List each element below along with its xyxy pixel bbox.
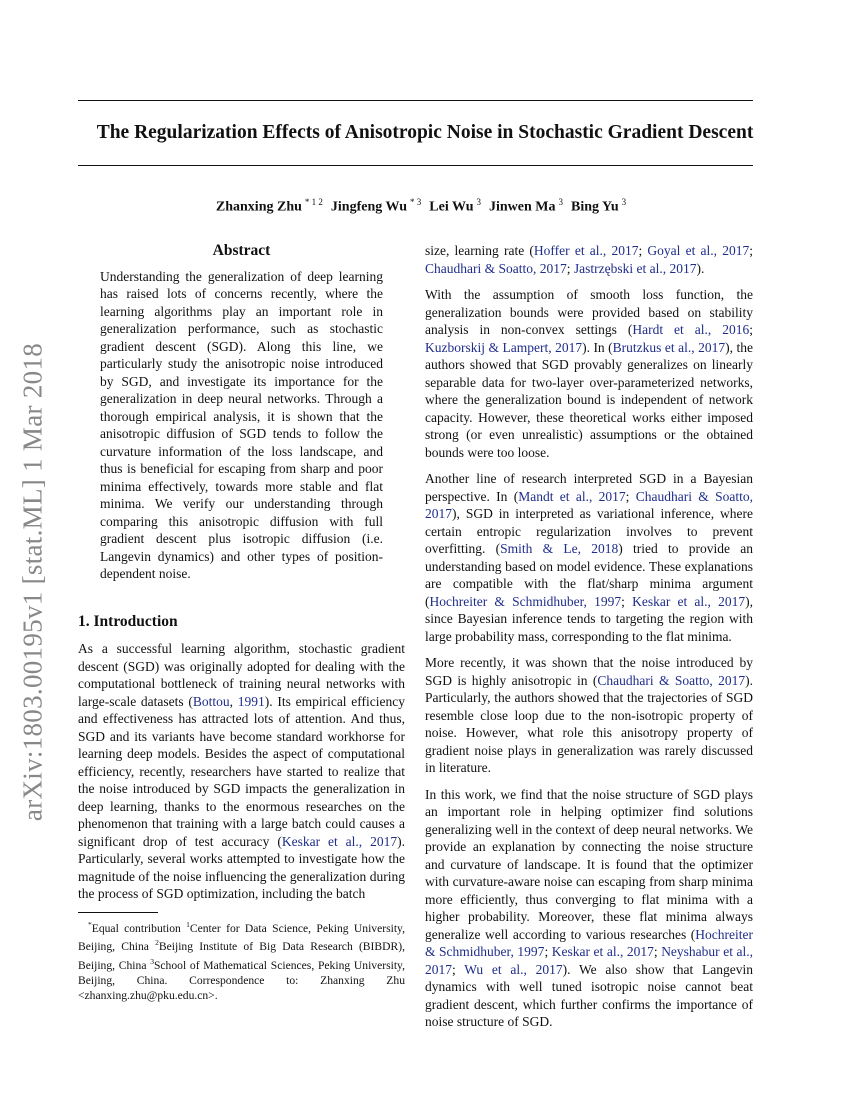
paragraph-text: size, learning rate ( <box>425 243 534 258</box>
citation-link[interactable]: Brutzkus et al., 2017 <box>612 339 726 355</box>
author-name: Jinwen Ma <box>489 199 556 215</box>
author-affiliation-marker: * 1 2 <box>304 197 323 207</box>
citation-link[interactable]: Keskar et al., 2017 <box>632 593 746 609</box>
footnote-marker: 2 <box>155 938 159 948</box>
author-name: Zhanxing Zhu <box>215 199 302 215</box>
paragraph-text: ; <box>749 243 753 258</box>
paragraph-text: More recently, it was shown that the noise introduced by SGD is highly anisotropic in ( <box>425 655 753 688</box>
title-bottom-rule <box>78 165 753 166</box>
introduction-body-continued <box>425 242 753 1031</box>
citation-link[interactable]: Hochreiter & Schmidhuber, 1997 <box>429 593 622 609</box>
paragraph-text: ), SGD in interpreted as variational inference, where certain entropic regularization involves to prevent overfitting. ( <box>425 506 753 556</box>
paragraph <box>425 786 753 1031</box>
citation-link[interactable]: 1991 <box>237 693 265 709</box>
paragraph <box>78 640 405 903</box>
introduction-body <box>78 640 405 903</box>
footnote-marker: 1 <box>186 919 190 929</box>
paragraph <box>425 286 753 461</box>
paper-title: The Regularization Effects of Anisotropic Noise in Stochastic Gradient Descent <box>96 122 754 143</box>
paragraph <box>425 242 753 277</box>
paragraph <box>425 654 753 777</box>
author-affiliation-marker: 3 <box>476 197 481 207</box>
paragraph-text: As a successful learning algorithm, stochastic gradient descent (SGD) was originally adopted for dealing with the computational bottleneck of training neural networks with large-scale datasets ( <box>78 641 405 709</box>
paragraph-text: In this work, we find that the noise structure of SGD plays an important role in helping optimizer find solutions generalizing well in the context of deep neural networks. We provide an explanation by connecting the noise structure and curvature of landscape. It is found that the optimizer with curvature-aware noise can escaping from sharp minima more efficiently, thus converging to flat minima with a higher probability. Moreover, these flat minima always generalize well according to various researches ( <box>425 786 753 942</box>
footnote-text: Center for Data Science, Peking University, Beijing, China <box>78 921 406 954</box>
citation-link[interactable]: Hochreiter & Schmidhuber, 1997 <box>425 926 753 959</box>
arxiv-identifier-stamp: arXiv:1803.00195v1 [stat.ML] 1 Mar 2018 <box>17 342 48 822</box>
paragraph-text: ; <box>749 322 753 337</box>
citation-link[interactable]: Chaudhari & Soatto, 2017 <box>425 488 753 521</box>
footnote <box>78 917 405 1004</box>
paragraph-text: ) tried to provide an understanding based on model evidence. These explanations are compatible with the flat/sharp minima argument ( <box>425 541 754 609</box>
citation-link[interactable]: Hoffer et al., 2017 <box>533 243 639 258</box>
abstract-heading: Abstract <box>212 242 271 259</box>
citation-link[interactable]: Bottou <box>192 693 230 709</box>
paragraph-text: ; <box>452 961 465 977</box>
author-affiliation-marker: 3 <box>621 197 627 207</box>
footnote-text: School of Mathematical Sciences, Peking University, Beijing, China. Correspondence to: Zhanxing Zhu <zhanxing.zhu@pku.edu.cn>. <box>78 959 405 1003</box>
paragraph-text: ), the authors showed that SGD provably generalizes on linearly separable data for two-layer over-parameterized networks, where the generalization bound is independent of network capacity. However, these theoretical works either imposed strong (or even unrealistic) assumptions or the obtained bounds were too loose. <box>425 339 753 460</box>
paragraph <box>425 470 753 645</box>
citation-link[interactable]: Smith & Le, 2018 <box>500 541 619 556</box>
left-column <box>78 242 405 1003</box>
paragraph-text: ; <box>625 488 636 504</box>
footnote-marker: * <box>88 919 92 929</box>
citation-link[interactable]: Keskar et al., 2017 <box>551 944 654 959</box>
author-list <box>0 197 850 216</box>
abstract-text: Understanding the generalization of deep learning has raised lots of concerns recently, where the learning algorithms play an important role in generalization performance, such as stochastic gradient descent (SGD). Along this line, we particularly study the anisotropic noise introduced by SGD, and investigate its importance for the generalization in deep neural networks. Through a thorough empirical analysis, it is shown that the anisotropic diffusion of SGD tends to follow the curvature information of the loss landscape, and thus is beneficial for escaping from sharp and poor minima effectively, towards more stable and flat minima. We verify our understanding through comparing this anisotropic diffusion with full gradient descent plus isotropic diffusion (i.e. Langevin dynamics) and other types of position-dependent noise. <box>100 268 383 581</box>
author-affiliation-marker: 3 <box>558 197 563 207</box>
citation-link[interactable]: Hardt et al., 2016 <box>632 322 750 337</box>
footnote-text: Equal contribution <box>91 921 187 935</box>
citation-link[interactable]: Keskar et al., 2017 <box>281 833 398 849</box>
citation-link[interactable]: Chaudhari & Soatto, 2017 <box>425 260 567 276</box>
author-name: Jingfeng Wu <box>330 199 408 215</box>
author-affiliation-marker: * 3 <box>410 197 422 207</box>
citation-link[interactable]: Chaudhari & Soatto, 2017 <box>597 672 746 688</box>
paragraph-text: , <box>229 693 238 709</box>
paragraph-text: ). Particularly, several works attempted to investigate how the magnitude of the noise influencing the generalization during the process of SGD optimization, including the batch <box>78 833 405 901</box>
paragraph-text: ). In ( <box>582 339 613 355</box>
paragraph-text: ). Particularly, the authors showed that the trajectories of SGD resemble close loop due to the non-isotropic property of noise. However, what role this anisotropy property of gradient noise plays in generalization was rarely discussed in literature. <box>425 672 753 775</box>
footnote-rule <box>78 912 158 913</box>
paragraph-text: ; <box>621 593 633 609</box>
paragraph-text: Another line of research interpreted SGD in a Bayesian perspective. In ( <box>425 471 753 504</box>
introduction-heading: 1. Introduction <box>78 612 178 630</box>
paragraph-text: With the assumption of smooth loss function, the generalization bounds were provided based on stability analysis in non-convex settings ( <box>425 287 753 337</box>
paragraph-text: ; <box>638 243 648 258</box>
author-name: Lei Wu <box>429 199 474 215</box>
right-column <box>425 242 753 1040</box>
paragraph-text: ). We also show that Langevin dynamics with well tuned isotropic noise cannot beat gradient descent, which further confirms the importance of noise structure of SGD. <box>425 961 753 1029</box>
paragraph-text: ; <box>544 944 552 959</box>
paragraph-text: ; <box>566 260 574 276</box>
citation-link[interactable]: Wu et al., 2017 <box>464 961 563 977</box>
author-name: Bing Yu <box>571 199 619 215</box>
title-top-rule <box>78 100 753 101</box>
footnote-text: Beijing Institute of Big Data Research (BIBDR), Beijing, China <box>78 940 406 973</box>
footnote-marker: 3 <box>150 957 154 967</box>
citation-link[interactable]: Neyshabur et al., 2017 <box>425 944 754 977</box>
paragraph-text: ), since Bayesian inference tends to targeting the region with large probability mass, corresponding to the flat minima. <box>425 593 753 644</box>
paragraph-text: ). <box>696 260 705 276</box>
citation-link[interactable]: Kuzborskij & Lampert, 2017 <box>425 339 583 355</box>
paragraph-text: ). Its empirical efficiency and effectiveness has attracted lots of attention. And thus, SGD and its variants have become standard workhorse for learning deep models. Besides the aspect of computational efficiency, recently, researchers have started to realize that the noise introduced by SGD impacts the generalization in deep learning, thanks to the enormous researches on the phenomenon that training with a large batch could causes a significant drop of test accuracy ( <box>78 693 405 849</box>
citation-link[interactable]: Mandt et al., 2017 <box>518 488 626 504</box>
citation-link[interactable]: Jastrzębski et al., 2017 <box>573 260 697 276</box>
paragraph-text: ; <box>653 944 662 959</box>
citation-link[interactable]: Goyal et al., 2017 <box>647 243 750 258</box>
